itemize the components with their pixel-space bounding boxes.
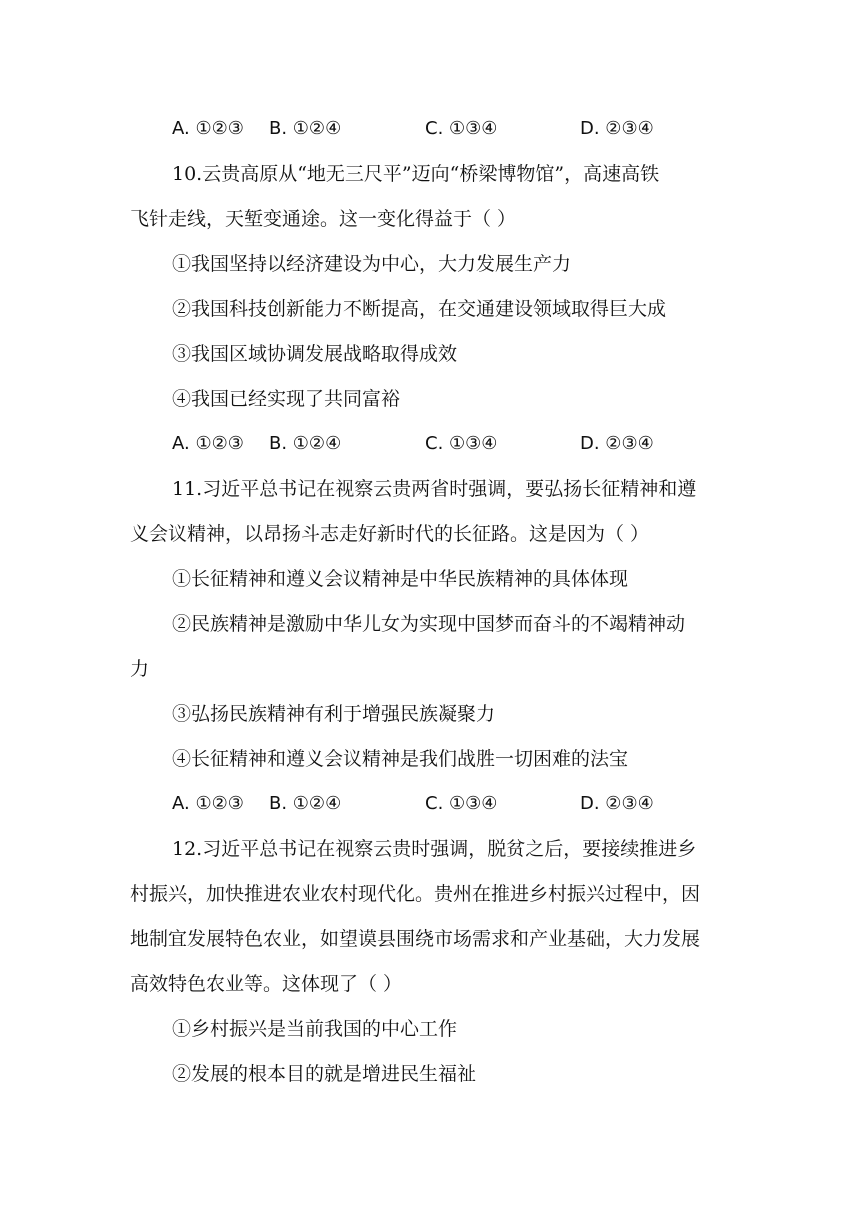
- q9-option-b[interactable]: B. ①②④: [269, 118, 342, 139]
- q10-stem-line-2: 飞针走线，天堑变通途。这一变化得益于（ ）: [130, 208, 517, 230]
- q10-item-2: ②我国科技创新能力不断提高，在交通建设领域取得巨大成: [172, 298, 667, 320]
- q11-option-a[interactable]: A. ①②③: [172, 793, 244, 814]
- q11-item-1: ①长征精神和遵义会议精神是中华民族精神的具体体现: [172, 568, 629, 590]
- q11-option-d[interactable]: D. ②③④: [580, 793, 654, 814]
- q10-option-d[interactable]: D. ②③④: [580, 433, 654, 454]
- q11-item-2-continued: 力: [130, 658, 150, 680]
- q11-item-4: ④长征精神和遵义会议精神是我们战胜一切困难的法宝: [172, 748, 629, 770]
- q11-item-2: ②民族精神是激励中华儿女为实现中国梦而奋斗的不竭精神动: [172, 613, 686, 635]
- q10-option-b[interactable]: B. ①②④: [269, 433, 342, 454]
- q12-stem-line-4: 高效特色农业等。这体现了（ ）: [130, 973, 403, 995]
- q11-option-c[interactable]: C. ①③④: [425, 793, 498, 814]
- q10-option-a[interactable]: A. ①②③: [172, 433, 244, 454]
- q11-stem-line-1: 11.习近平总书记在视察云贵两省时强调，要弘扬长征精神和遵: [172, 478, 697, 500]
- q10-item-3: ③我国区域协调发展战略取得成效: [172, 343, 458, 365]
- q12-stem-line-2: 村振兴，加快推进农业农村现代化。贵州在推进乡村振兴过程中，因: [130, 883, 701, 905]
- q11-item-3: ③弘扬民族精神有利于增强民族凝聚力: [172, 703, 496, 725]
- q12-stem-line-3: 地制宜发展特色农业，如望谟县围绕市场需求和产业基础，大力发展: [130, 928, 701, 950]
- q10-stem-line-1: 10.云贵高原从“地无三尺平”迈向“桥梁博物馆”，高速高铁: [172, 163, 660, 185]
- q12-item-2: ②发展的根本目的就是增进民生福祉: [172, 1063, 477, 1085]
- q11-option-b[interactable]: B. ①②④: [269, 793, 342, 814]
- q11-stem-line-2: 义会议精神，以昂扬斗志走好新时代的长征路。这是因为（ ）: [130, 523, 650, 545]
- q10-item-1: ①我国坚持以经济建设为中心，大力发展生产力: [172, 253, 572, 275]
- q9-option-a[interactable]: A. ①②③: [172, 118, 244, 139]
- q10-item-4: ④我国已经实现了共同富裕: [172, 388, 401, 410]
- q9-option-c[interactable]: C. ①③④: [425, 118, 498, 139]
- q9-option-d[interactable]: D. ②③④: [580, 118, 654, 139]
- q12-stem-line-1: 12.习近平总书记在视察云贵时强调，脱贫之后，要接续推进乡: [172, 838, 697, 860]
- q12-item-1: ①乡村振兴是当前我国的中心工作: [172, 1018, 458, 1040]
- q10-option-c[interactable]: C. ①③④: [425, 433, 498, 454]
